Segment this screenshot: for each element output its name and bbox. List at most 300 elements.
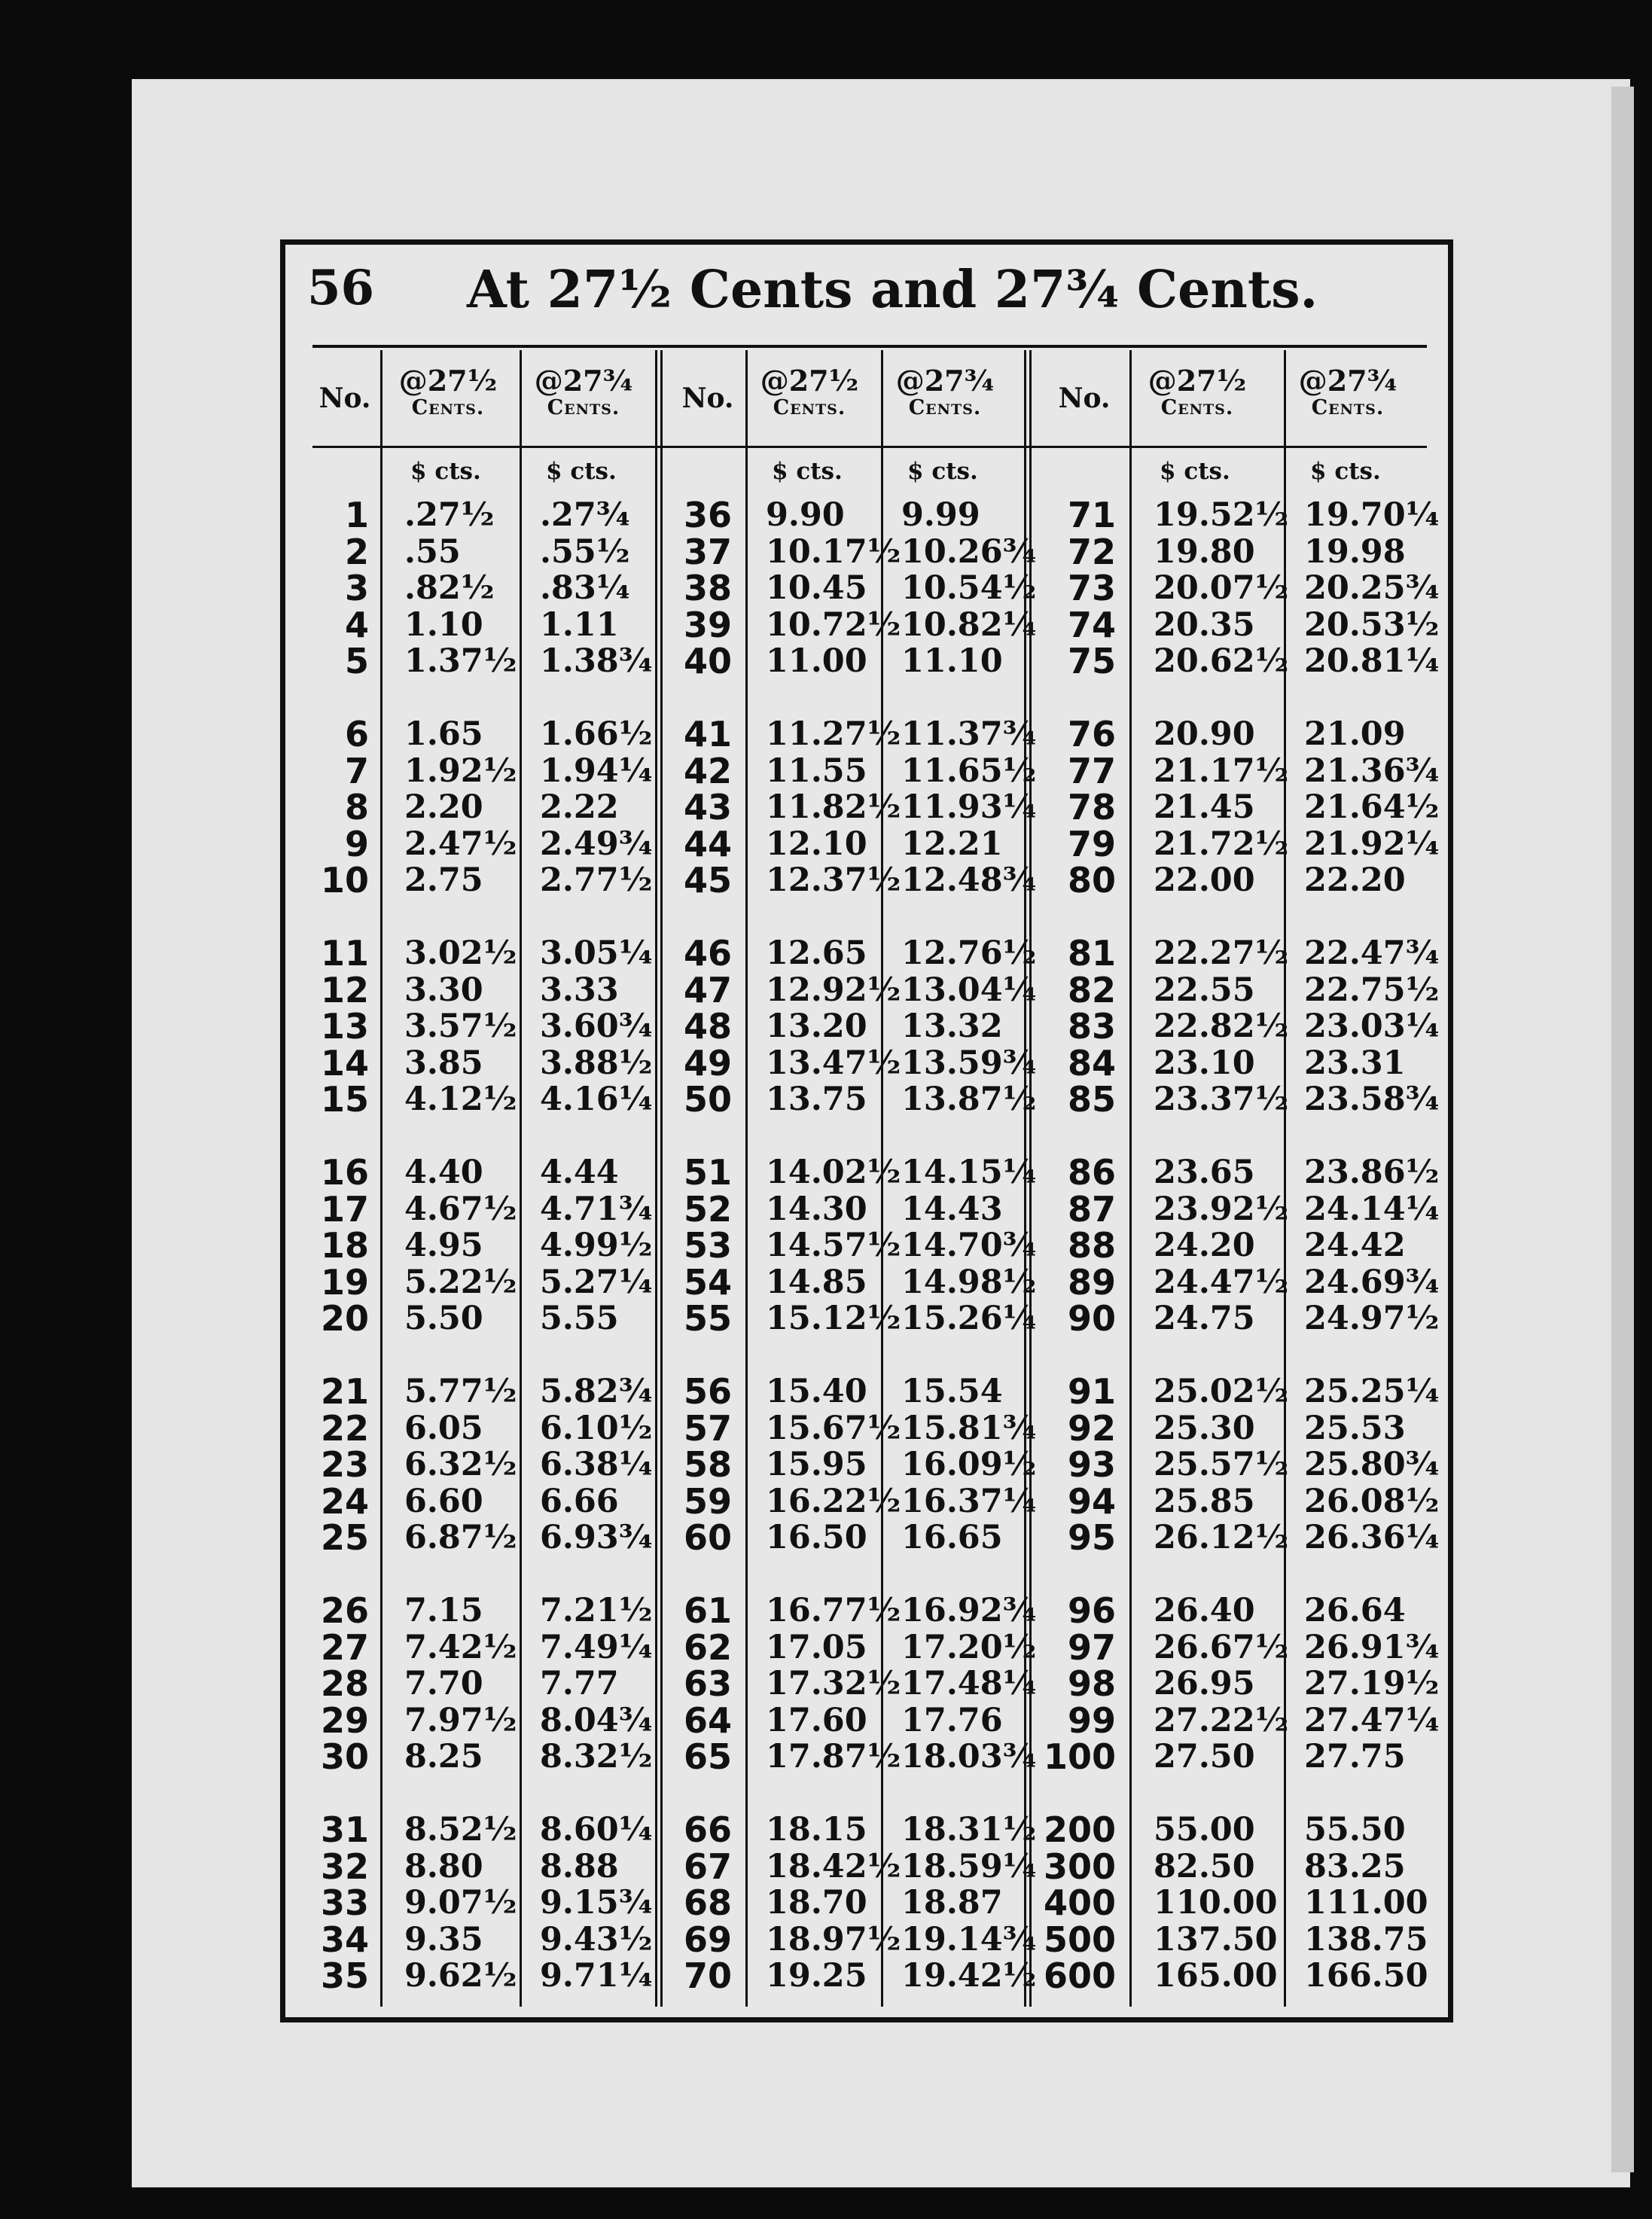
amount-rate-a: 23.37½ [1154, 1081, 1289, 1119]
amount-rate-a: 1.92½ [404, 751, 517, 790]
row-number: 20 [320, 1298, 369, 1340]
row-number: 95 [1067, 1517, 1116, 1559]
amount-rate-b: 7.77 [540, 1665, 619, 1703]
amount-rate-b: 1.94¼ [540, 751, 653, 790]
amount-rate-a: 8.52½ [404, 1811, 517, 1849]
row-number: 500 [1043, 1919, 1116, 1960]
amount-rate-a: 6.87½ [404, 1519, 517, 1557]
amount-rate-b: 12.76½ [901, 934, 1037, 972]
amount-rate-b: 4.71¾ [540, 1190, 653, 1228]
amount-rate-b: 9.71¼ [540, 1957, 653, 1995]
row-number: 35 [320, 1955, 369, 1997]
amount-rate-a: 27.22½ [1154, 1701, 1289, 1739]
page-title: At 27½ Cents and 27¾ Cents. [467, 260, 1318, 320]
amount-rate-a: 14.85 [766, 1263, 867, 1301]
amount-rate-b: 3.60¾ [540, 1007, 653, 1046]
amount-rate-b: 9.99 [901, 496, 980, 534]
rate-a-label: @27½ [398, 364, 498, 398]
amount-rate-a: 11.27½ [766, 715, 901, 753]
row-number: 40 [683, 641, 732, 682]
amount-rate-b: 8.60¼ [540, 1811, 653, 1849]
row-number: 60 [683, 1517, 732, 1559]
amount-rate-b: 21.92¼ [1304, 825, 1440, 863]
amount-rate-a: 3.85 [404, 1044, 483, 1082]
amount-rate-b: 11.37¾ [901, 715, 1037, 753]
amount-rate-a: 15.12½ [766, 1300, 901, 1338]
amount-rate-b: 22.75½ [1304, 971, 1440, 1009]
row-number: 300 [1043, 1846, 1116, 1887]
row-number: 76 [1067, 714, 1116, 754]
amount-rate-a: 20.62½ [1154, 642, 1289, 681]
amount-rate-a: 19.25 [766, 1957, 867, 1995]
amount-rate-b: 20.53½ [1304, 605, 1440, 644]
amount-rate-b: 83.25 [1304, 1847, 1406, 1885]
row-number: 70 [683, 1955, 732, 1997]
amount-rate-b: 3.88½ [540, 1044, 653, 1082]
row-number: 11 [320, 933, 369, 974]
amount-rate-a: 165.00 [1154, 1957, 1278, 1995]
amount-rate-b: 18.31½ [901, 1811, 1037, 1849]
amount-rate-a: 17.05 [766, 1628, 867, 1666]
row-number: 42 [683, 750, 732, 791]
amount-rate-a: 55.00 [1154, 1811, 1255, 1849]
amount-rate-b: 7.21½ [540, 1592, 653, 1629]
amount-rate-a: 18.42½ [766, 1847, 901, 1885]
amount-rate-a: 7.15 [404, 1592, 483, 1629]
amount-rate-b: 23.58¾ [1304, 1081, 1440, 1119]
row-number: 63 [683, 1663, 732, 1705]
row-number: 16 [320, 1152, 369, 1193]
amount-rate-b: 15.54 [901, 1373, 1003, 1410]
amount-rate-a: 13.75 [766, 1081, 867, 1119]
amount-rate-b: 19.70¼ [1304, 496, 1440, 534]
row-number: 34 [320, 1919, 369, 1960]
amount-rate-a: 5.50 [404, 1300, 483, 1338]
amount-rate-b: 11.10 [901, 642, 1003, 681]
row-number: 98 [1067, 1663, 1116, 1705]
row-number: 48 [683, 1006, 732, 1047]
amount-rate-b: 8.88 [540, 1847, 619, 1885]
row-number: 6 [344, 714, 369, 754]
row-number: 75 [1067, 641, 1116, 682]
rate-a-label: @27½ [760, 364, 859, 398]
row-number: 58 [683, 1444, 732, 1486]
amount-rate-b: 12.21 [901, 825, 1003, 863]
amount-rate-b: 8.04¾ [540, 1701, 653, 1739]
amount-rate-a: 110.00 [1154, 1884, 1278, 1922]
row-number: 84 [1067, 1042, 1116, 1084]
subheader-dollars-cents-a: $ cts. [772, 458, 843, 485]
row-number: 41 [683, 714, 732, 754]
row-number: 56 [683, 1371, 732, 1412]
subheader-dollars-cents-b: $ cts. [907, 458, 978, 485]
row-number: 94 [1067, 1480, 1116, 1522]
amount-rate-a: 7.97½ [404, 1701, 517, 1739]
amount-rate-b: 11.93¼ [901, 788, 1037, 827]
amount-rate-b: 22.47¾ [1304, 934, 1440, 972]
row-number: 49 [683, 1042, 732, 1084]
row-number: 18 [320, 1225, 369, 1266]
row-number: 57 [683, 1407, 732, 1449]
amount-rate-b: 18.87 [901, 1884, 1003, 1922]
row-number: 99 [1067, 1699, 1116, 1741]
amount-rate-b: 14.98½ [901, 1263, 1037, 1301]
row-number: 19 [320, 1261, 369, 1303]
row-number: 7 [344, 750, 369, 791]
row-number: 86 [1067, 1152, 1116, 1193]
row-number: 27 [320, 1626, 369, 1668]
amount-rate-a: 9.07½ [404, 1884, 517, 1922]
row-number: 9 [344, 823, 369, 864]
amount-rate-b: 4.16¼ [540, 1081, 653, 1119]
rate-b-label: @27¾ [1298, 364, 1397, 398]
amount-rate-b: 14.70¾ [901, 1227, 1037, 1265]
row-number: 82 [1067, 969, 1116, 1010]
amount-rate-a: 16.50 [766, 1519, 867, 1557]
amount-rate-b: 9.43½ [540, 1920, 653, 1958]
row-number: 36 [683, 495, 732, 535]
header-bottom-rule [312, 446, 1427, 448]
column-header-no: No. [1058, 383, 1111, 414]
amount-rate-b: 4.99½ [540, 1227, 653, 1265]
row-number: 3 [344, 568, 369, 609]
row-number: 23 [320, 1444, 369, 1486]
row-number: 77 [1067, 750, 1116, 791]
row-number: 68 [683, 1882, 732, 1924]
amount-rate-b: 14.15¼ [901, 1154, 1037, 1191]
amount-rate-b: 20.81¼ [1304, 642, 1440, 681]
amount-rate-b: 55.50 [1304, 1811, 1406, 1849]
amount-rate-b: 1.66½ [540, 715, 653, 753]
amount-rate-a: 3.02½ [404, 934, 517, 972]
row-number: 45 [683, 860, 732, 901]
row-number: 21 [320, 1371, 369, 1412]
amount-rate-a: 19.52½ [1154, 496, 1289, 534]
amount-rate-a: 23.92½ [1154, 1190, 1289, 1228]
amount-rate-a: 22.82½ [1154, 1007, 1289, 1046]
row-number: 15 [320, 1079, 369, 1120]
column-rule [745, 350, 748, 2007]
amount-rate-b: 10.82¼ [901, 605, 1037, 644]
amount-rate-b: 111.00 [1304, 1884, 1428, 1922]
subheader-dollars-cents-a: $ cts. [410, 458, 481, 485]
amount-rate-a: 22.00 [1154, 861, 1255, 900]
amount-rate-a: 16.22½ [766, 1482, 901, 1520]
rate-b-unit: Cents. [1311, 396, 1385, 419]
rate-a-unit: Cents. [773, 396, 846, 419]
row-number: 14 [320, 1042, 369, 1084]
amount-rate-b: .27¾ [540, 496, 630, 534]
amount-rate-b: 24.42 [1304, 1227, 1406, 1265]
row-number: 97 [1067, 1626, 1116, 1668]
amount-rate-b: 26.91¾ [1304, 1628, 1440, 1666]
amount-rate-b: 21.36¾ [1304, 751, 1440, 790]
amount-rate-a: 14.30 [766, 1190, 867, 1228]
row-number: 200 [1043, 1809, 1116, 1850]
amount-rate-a: 14.57½ [766, 1227, 901, 1265]
amount-rate-a: 8.25 [404, 1738, 483, 1776]
amount-rate-b: 13.04¼ [901, 971, 1037, 1009]
amount-rate-a: 15.40 [766, 1373, 867, 1410]
amount-rate-a: 9.90 [766, 496, 845, 534]
amount-rate-a: 2.47½ [404, 825, 517, 863]
amount-rate-b: 16.09½ [901, 1446, 1037, 1484]
row-number: 38 [683, 568, 732, 609]
row-number: 88 [1067, 1225, 1116, 1266]
row-number: 17 [320, 1188, 369, 1230]
amount-rate-b: 2.77½ [540, 861, 653, 900]
amount-rate-b: 19.42½ [901, 1957, 1037, 1995]
rate-a-unit: Cents. [1160, 396, 1234, 419]
amount-rate-b: .83¼ [540, 569, 630, 608]
row-number: 22 [320, 1407, 369, 1449]
row-number: 62 [683, 1626, 732, 1668]
amount-rate-b: 11.65½ [901, 751, 1037, 790]
amount-rate-b: 10.26¾ [901, 532, 1037, 571]
row-number: 1 [344, 495, 369, 535]
row-number: 31 [320, 1809, 369, 1850]
amount-rate-b: 138.75 [1304, 1920, 1428, 1958]
rate-b-unit: Cents. [908, 396, 982, 419]
amount-rate-a: 21.45 [1154, 788, 1255, 827]
amount-rate-a: 6.32½ [404, 1446, 517, 1484]
row-number: 65 [683, 1736, 732, 1778]
row-number: 2 [344, 531, 369, 572]
amount-rate-a: 8.80 [404, 1847, 483, 1885]
amount-rate-a: 25.85 [1154, 1482, 1255, 1520]
column-header-rate-a [745, 365, 873, 419]
amount-rate-b: 17.20½ [901, 1628, 1037, 1666]
rate-a-unit: Cents. [411, 396, 485, 419]
amount-rate-b: 23.86½ [1304, 1154, 1440, 1191]
row-number: 43 [683, 787, 732, 828]
amount-rate-a: 6.05 [404, 1409, 483, 1447]
row-number: 51 [683, 1152, 732, 1193]
amount-rate-b: 24.97½ [1304, 1300, 1440, 1338]
amount-rate-a: 23.10 [1154, 1044, 1255, 1082]
amount-rate-b: 25.25¼ [1304, 1373, 1440, 1410]
rate-a-label: @27½ [1148, 364, 1247, 398]
amount-rate-a: 24.47½ [1154, 1263, 1289, 1301]
row-number: 37 [683, 531, 732, 572]
amount-rate-b: 166.50 [1304, 1957, 1428, 1995]
amount-rate-b: 18.03¾ [901, 1738, 1037, 1776]
amount-rate-b: 26.64 [1304, 1592, 1406, 1629]
amount-rate-a: .27½ [404, 496, 495, 534]
amount-rate-a: 24.75 [1154, 1300, 1255, 1338]
amount-rate-a: 13.20 [766, 1007, 867, 1046]
amount-rate-a: 13.47½ [766, 1044, 901, 1082]
column-rule [520, 350, 522, 2007]
amount-rate-a: 21.72½ [1154, 825, 1289, 863]
amount-rate-a: 27.50 [1154, 1738, 1255, 1776]
amount-rate-a: 11.55 [766, 751, 867, 790]
amount-rate-a: 26.67½ [1154, 1628, 1289, 1666]
amount-rate-b: 3.33 [540, 971, 619, 1009]
amount-rate-a: 20.90 [1154, 715, 1255, 753]
amount-rate-b: 2.22 [540, 788, 619, 827]
amount-rate-a: 25.57½ [1154, 1446, 1289, 1484]
amount-rate-b: 6.66 [540, 1482, 619, 1520]
amount-rate-b: .55½ [540, 532, 630, 571]
row-number: 46 [683, 933, 732, 974]
amount-rate-a: 22.55 [1154, 971, 1255, 1009]
row-number: 13 [320, 1006, 369, 1047]
row-number: 24 [320, 1480, 369, 1522]
amount-rate-a: 26.95 [1154, 1665, 1255, 1703]
subheader-dollars-cents-a: $ cts. [1160, 458, 1230, 485]
amount-rate-b: 15.81¾ [901, 1409, 1037, 1447]
amount-rate-b: 13.87½ [901, 1081, 1037, 1119]
amount-rate-a: 26.12½ [1154, 1519, 1289, 1557]
amount-rate-a: 4.40 [404, 1154, 483, 1191]
row-number: 91 [1067, 1371, 1116, 1412]
amount-rate-a: 3.57½ [404, 1007, 517, 1046]
amount-rate-b: 3.05¼ [540, 934, 653, 972]
row-number: 10 [320, 860, 369, 901]
amount-rate-a: 1.65 [404, 715, 483, 753]
row-number: 25 [320, 1517, 369, 1559]
amount-rate-a: 18.15 [766, 1811, 867, 1849]
amount-rate-a: 17.32½ [766, 1665, 901, 1703]
amount-rate-b: 9.15¾ [540, 1884, 653, 1922]
amount-rate-a: 21.17½ [1154, 751, 1289, 790]
row-number: 61 [683, 1590, 732, 1631]
row-number: 89 [1067, 1261, 1116, 1303]
amount-rate-b: 26.08½ [1304, 1482, 1440, 1520]
row-number: 67 [683, 1846, 732, 1887]
row-number: 83 [1067, 1006, 1116, 1047]
row-number: 66 [683, 1809, 732, 1850]
amount-rate-b: 25.80¾ [1304, 1446, 1440, 1484]
amount-rate-a: 5.22½ [404, 1263, 517, 1301]
row-number: 52 [683, 1188, 732, 1230]
column-header-rate-a [384, 365, 512, 419]
amount-rate-b: 23.31 [1304, 1044, 1406, 1082]
amount-rate-b: 25.53 [1304, 1409, 1406, 1447]
row-number: 100 [1043, 1736, 1116, 1778]
amount-rate-a: 4.67½ [404, 1190, 517, 1228]
row-number: 64 [683, 1699, 732, 1741]
row-number: 30 [320, 1736, 369, 1778]
amount-rate-b: 16.37¼ [901, 1482, 1037, 1520]
amount-rate-b: 1.11 [540, 605, 619, 644]
amount-rate-a: 7.42½ [404, 1628, 517, 1666]
amount-rate-b: 26.36¼ [1304, 1519, 1440, 1557]
row-number: 85 [1067, 1079, 1116, 1120]
amount-rate-a: 17.60 [766, 1701, 867, 1739]
amount-rate-b: 13.32 [901, 1007, 1003, 1046]
amount-rate-a: .82½ [404, 569, 495, 608]
amount-rate-b: 27.19½ [1304, 1665, 1440, 1703]
column-header-rate-b [520, 365, 648, 419]
row-number: 87 [1067, 1188, 1116, 1230]
amount-rate-a: 11.82½ [766, 788, 901, 827]
amount-rate-b: 6.38¼ [540, 1446, 653, 1484]
amount-rate-a: 19.80 [1154, 532, 1255, 571]
amount-rate-b: 2.49¾ [540, 825, 653, 863]
amount-rate-b: 24.69¾ [1304, 1263, 1440, 1301]
amount-rate-b: 13.59¾ [901, 1044, 1037, 1082]
amount-rate-a: 10.45 [766, 569, 867, 608]
subheader-dollars-cents-b: $ cts. [546, 458, 617, 485]
row-number: 69 [683, 1919, 732, 1960]
row-number: 4 [344, 604, 369, 645]
amount-rate-b: 16.92¾ [901, 1592, 1037, 1629]
row-number: 33 [320, 1882, 369, 1924]
amount-rate-a: 6.60 [404, 1482, 483, 1520]
amount-rate-a: 9.35 [404, 1920, 483, 1958]
amount-rate-a: .55 [404, 532, 461, 571]
amount-rate-a: 11.00 [766, 642, 867, 681]
amount-rate-b: 10.54½ [901, 569, 1037, 608]
amount-rate-b: 19.98 [1304, 532, 1406, 571]
amount-rate-a: 12.10 [766, 825, 867, 863]
page-number: 56 [307, 260, 375, 316]
amount-rate-b: 19.14¾ [901, 1920, 1037, 1958]
amount-rate-a: 25.02½ [1154, 1373, 1289, 1410]
row-number: 32 [320, 1846, 369, 1887]
column-header-no: No. [681, 383, 734, 414]
row-number: 400 [1043, 1882, 1116, 1924]
row-number: 5 [344, 641, 369, 682]
amount-rate-a: 12.65 [766, 934, 867, 972]
amount-rate-b: 4.44 [540, 1154, 619, 1191]
amount-rate-a: 4.95 [404, 1227, 483, 1265]
amount-rate-a: 18.70 [766, 1884, 867, 1922]
amount-rate-a: 7.70 [404, 1665, 483, 1703]
amount-rate-a: 9.62½ [404, 1957, 517, 1995]
amount-rate-a: 2.75 [404, 861, 483, 900]
amount-rate-a: 12.92½ [766, 971, 901, 1009]
amount-rate-a: 4.12½ [404, 1081, 517, 1119]
amount-rate-b: 22.20 [1304, 861, 1406, 900]
amount-rate-a: 5.77½ [404, 1373, 517, 1410]
amount-rate-b: 20.25¾ [1304, 569, 1440, 608]
column-rule [380, 350, 383, 2007]
row-number: 8 [344, 787, 369, 828]
amount-rate-a: 24.20 [1154, 1227, 1255, 1265]
row-number: 54 [683, 1261, 732, 1303]
row-number: 93 [1067, 1444, 1116, 1486]
amount-rate-a: 3.30 [404, 971, 483, 1009]
amount-rate-a: 20.35 [1154, 605, 1255, 644]
row-number: 80 [1067, 860, 1116, 901]
amount-rate-b: 16.65 [901, 1519, 1003, 1557]
amount-rate-a: 10.17½ [766, 532, 901, 571]
row-number: 28 [320, 1663, 369, 1705]
row-number: 92 [1067, 1407, 1116, 1449]
amount-rate-b: 14.43 [901, 1190, 1003, 1228]
row-number: 53 [683, 1225, 732, 1266]
page-edge [1611, 87, 1634, 2172]
row-number: 47 [683, 969, 732, 1010]
header-top-rule [312, 345, 1427, 348]
amount-rate-b: 1.38¾ [540, 642, 653, 681]
row-number: 600 [1043, 1955, 1116, 1997]
amount-rate-b: 15.26¼ [901, 1300, 1037, 1338]
amount-rate-a: 10.72½ [766, 605, 901, 644]
row-number: 96 [1067, 1590, 1116, 1631]
amount-rate-b: 24.14¼ [1304, 1190, 1440, 1228]
row-number: 73 [1067, 568, 1116, 609]
amount-rate-a: 16.77½ [766, 1592, 901, 1629]
amount-rate-b: 8.32½ [540, 1738, 653, 1776]
amount-rate-b: 27.47¼ [1304, 1701, 1440, 1739]
amount-rate-a: 15.95 [766, 1446, 867, 1484]
column-header-no: No. [319, 383, 371, 414]
amount-rate-b: 17.76 [901, 1701, 1003, 1739]
